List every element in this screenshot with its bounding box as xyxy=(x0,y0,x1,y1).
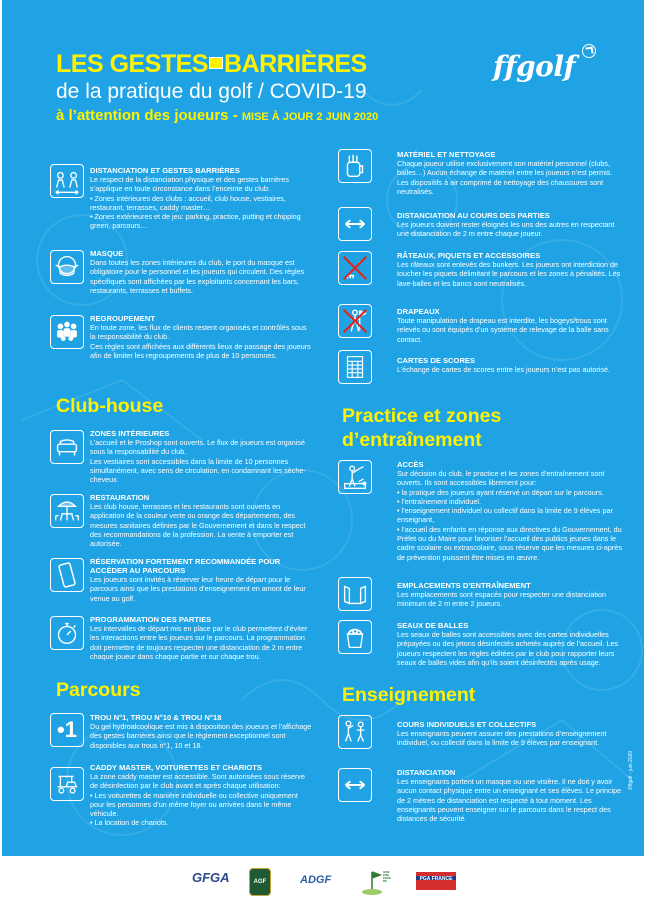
logo-gfga: GFGA xyxy=(192,870,230,885)
logo-greenkeepers-icon xyxy=(360,870,384,896)
item-drapeaux: DRAPEAUX Toute manipulation de drapeau est interdite, les bogeys/trous sont relevés ou sont équipés d’un système de relevage de la balle sans contact. xyxy=(397,307,609,344)
smartphone-icon xyxy=(50,558,84,592)
logo-greenkeepers: GREENKEEPERS xyxy=(383,871,391,883)
item-distanciation: DISTANCIATION ET GESTES BARRIÈRES Le respect de la distanciation physique et des gestes barrières s’applique en toute circonstance dans l’enceinte du club: • Zones intérieures des clubs : accueil, club house, vestiaires, restaurant, terrasses, caddy master… • Zones extérieures et de jeu: parking, practice, putting et chipping green, parcours… xyxy=(90,166,301,231)
item-acces: ACCÈS Sur décision du club, le practice et les zones d’entraînement sont ouverts. Ils sont accessibles librement pour: • la pratique des joueurs ayant réservé un départ sur le parcours. • l’entraînement individuel. • l’enseignement individuel ou collectif dans la limite de 9 élèves par enseignant, • l’accueil des enfants en réponse aux directives du Gouvernement, du Préfet ou du Maire pour favoriser l’accueil des publics jeunes dans le cadre scolaire ou extrascolaire, sous réserve que les mesures ci-après de prévention puissent être mises en œuvre. xyxy=(397,460,622,562)
section-practice xyxy=(342,404,501,452)
audience-line: à l’attention des joueurs - MISE À JOUR 2 JUIN 2020 xyxy=(56,107,379,124)
logo-agf-crest-icon xyxy=(249,868,271,896)
stopwatch-icon xyxy=(50,616,84,650)
logo-adgf: ADGF xyxy=(300,874,332,886)
golf-cart-icon xyxy=(50,767,84,801)
item-cartes: CARTES DE SCORES L’échange de cartes de scores entre les joueurs n’est pas autorisé. xyxy=(397,356,610,374)
hole-one-icon-text: •1 xyxy=(57,717,77,742)
item-reservation: RÉSERVATION FORTEMENT RECOMMANDÉE POUR ACCÉDER AU PARCOURS Les joueurs sont invités à réserver leur heure de départ pour le parcours ainsi que les prestations d’enseignement en amont de leur venue au golf. xyxy=(90,557,306,603)
scorecard-icon xyxy=(338,350,372,384)
item-seaux: SEAUX DE BALLES Les seaux de balles sont accessibles avec des cartes individuelles prépayées ou des jetons désinfectés achetés auprès de l’accueil. Les joueurs respectent les règles éditées par le club pour rapporter leurs seaux de balles vides afin qu’ils soient désinfectés après usage. xyxy=(397,621,618,667)
subtitle: de la pratique du golf / COVID-19 xyxy=(56,80,367,103)
logo-agf: AGF xyxy=(253,879,267,885)
ball-bucket-icon xyxy=(338,620,372,654)
distancing-icon xyxy=(50,164,84,198)
ffgolf-logo-mark-icon xyxy=(582,44,596,58)
group-icon xyxy=(50,315,84,349)
main-title: LES GESTES BARRIÈRES xyxy=(56,50,367,78)
poster xyxy=(2,0,644,856)
footer-partners xyxy=(0,856,648,908)
item-programmation: PROGRAMMATION DES PARTIES Les intervalles de départ mis en place par le club permettent d’éviter les interactions entre les joueurs sur le parcours. La programmation doit permettre de toujours respecter une distanciation de 2 m entre chaque joueur dans chaque partie et sur chaque trou. xyxy=(90,615,308,661)
section-practice-line2: d’entraînement xyxy=(342,429,482,451)
side-credit: ©ffgolf - juin 2020 xyxy=(628,750,634,790)
title-square-icon xyxy=(209,57,223,69)
item-trou: TROU N°1, TROU N°10 & TROU N°18 Du gel hydroalcoolique est mis à disposition des joueurs et l’affichage des gestes barrières ainsi que le règlement exceptionnel sont disponibles aux trous n°1, 10 et 18. xyxy=(90,713,312,750)
rake-crossed-icon xyxy=(338,251,372,285)
section-enseignement: Enseignement xyxy=(342,684,476,706)
practice-swing-icon xyxy=(338,460,372,494)
item-emplacements: EMPLACEMENTS D’ENTRAÎNEMENT Les emplacements sont espacés pour respecter une distanciation minimum de 2 m entre 2 joueurs. xyxy=(397,581,606,609)
item-distance-parties: DISTANCIATION AU COURS DES PARTIES Les joueurs doivent rester éloignés les uns des autres en respectant une distanciation de 2 m entre chaque joueur. xyxy=(397,211,615,239)
update-date: MISE À JOUR 2 JUIN 2020 xyxy=(241,111,379,123)
distance-arrows-icon xyxy=(338,207,372,241)
item-zones-interieures: ZONES INTÉRIEURES L’accueil et le Proshop sont ouverts. Le flux de joueurs est organisé sous la responsabilité du club. Les vestiaires sont accessibles dans la limite de 10 personnes simultanément, avec sens de circulation, en condamnant les sèche-cheveux. xyxy=(90,429,306,485)
logo-pga-france xyxy=(414,870,458,896)
armchair-icon xyxy=(50,430,84,464)
flag-crossed-icon xyxy=(338,304,372,338)
item-materiel: MATÉRIEL ET NETTOYAGE Chaque joueur utilise exclusivement son matériel personnel (clubs, balles…) Aucun échange de matériel entre les joueurs n’est permis. Les dispositifs à air comprimé de nettoyage des chaussures sont neutralisés. xyxy=(397,150,613,196)
ffgolf-logo: ffgolf xyxy=(493,50,576,83)
distance-arrows-icon xyxy=(338,768,372,802)
golf-bag-icon xyxy=(338,149,372,183)
hole-one-icon xyxy=(50,713,84,747)
mask-icon xyxy=(50,250,84,284)
logo-pga-france-text: PGA FRANCE xyxy=(419,876,453,882)
coach-student-icon xyxy=(338,715,372,749)
section-clubhouse: Club-house xyxy=(56,395,164,417)
item-caddy: CADDY MASTER, VOITURETTES ET CHARIOTS La zone caddy master est accessible. Sont autorisées sous réserve de désinfection par le club avant et après chaque utilisation: • Les voiturettes de manière individuelle ou collective uniquement pour les personnes d’un même foyer ou arrivées dans le même véhicule. • La location de chariots. xyxy=(90,763,305,828)
item-distanciation-enseignement: DISTANCIATION Les enseignants portent un masque ou une visière. Il ne doit y avoir aucun contact physique entre un enseignant et ses élèves. Le principe de 2 mètres de distanciation est respecté à tout moment. Les enseignants peuvent enseigner sur le parcours dans le respect des distances de sécurité. xyxy=(397,768,622,824)
item-restauration: RESTAURATION Les club house, terrasses et les restaurants sont ouverts en application de la couleur verte ou orange des départements, des mesures sanitaires définies par le Gouvernement et dans le respect des recommandations de la profession. La vente à emporter est autorisée. xyxy=(90,493,306,549)
item-rateaux: RÂTEAUX, PIQUETS ET ACCESSOIRES Les râteaux sont enlevés des bunkers. Les joueurs ont interdiction de toucher les piquets délimitant le parcours et les zones à pénalités. Les lave-balles et les bancs sont neutralisés. xyxy=(397,251,621,288)
item-regroupement: REGROUPEMENT En toute zone, les flux de clients restent organisés et contrôlés sous la responsabilité du club. Ces règles sont affichées aux différents lieux de passage des joueurs afin de limiter les regroupements de plus de 10 personnes. xyxy=(90,314,311,360)
hitting-bays-icon xyxy=(338,577,372,611)
section-parcours: Parcours xyxy=(56,679,141,701)
section-practice-line1: Practice et zones xyxy=(342,405,502,427)
terrace-table-icon xyxy=(50,494,84,528)
item-masque: MASQUE Dans toutes les zones intérieures du club, le port du masque est obligatoire pour le personnel et les joueurs qui circulent. Des règles spécifiques sont affichées par les exploitants concernant les bars, restaurants, terrasses et buffets. xyxy=(90,249,305,295)
item-cours: COURS INDIVIDUELS ET COLLECTIFS Les enseignants peuvent assurer des prestations d’enseignement individuel, ou collectif dans la limite de 9 élèves par enseignant. xyxy=(397,720,607,748)
